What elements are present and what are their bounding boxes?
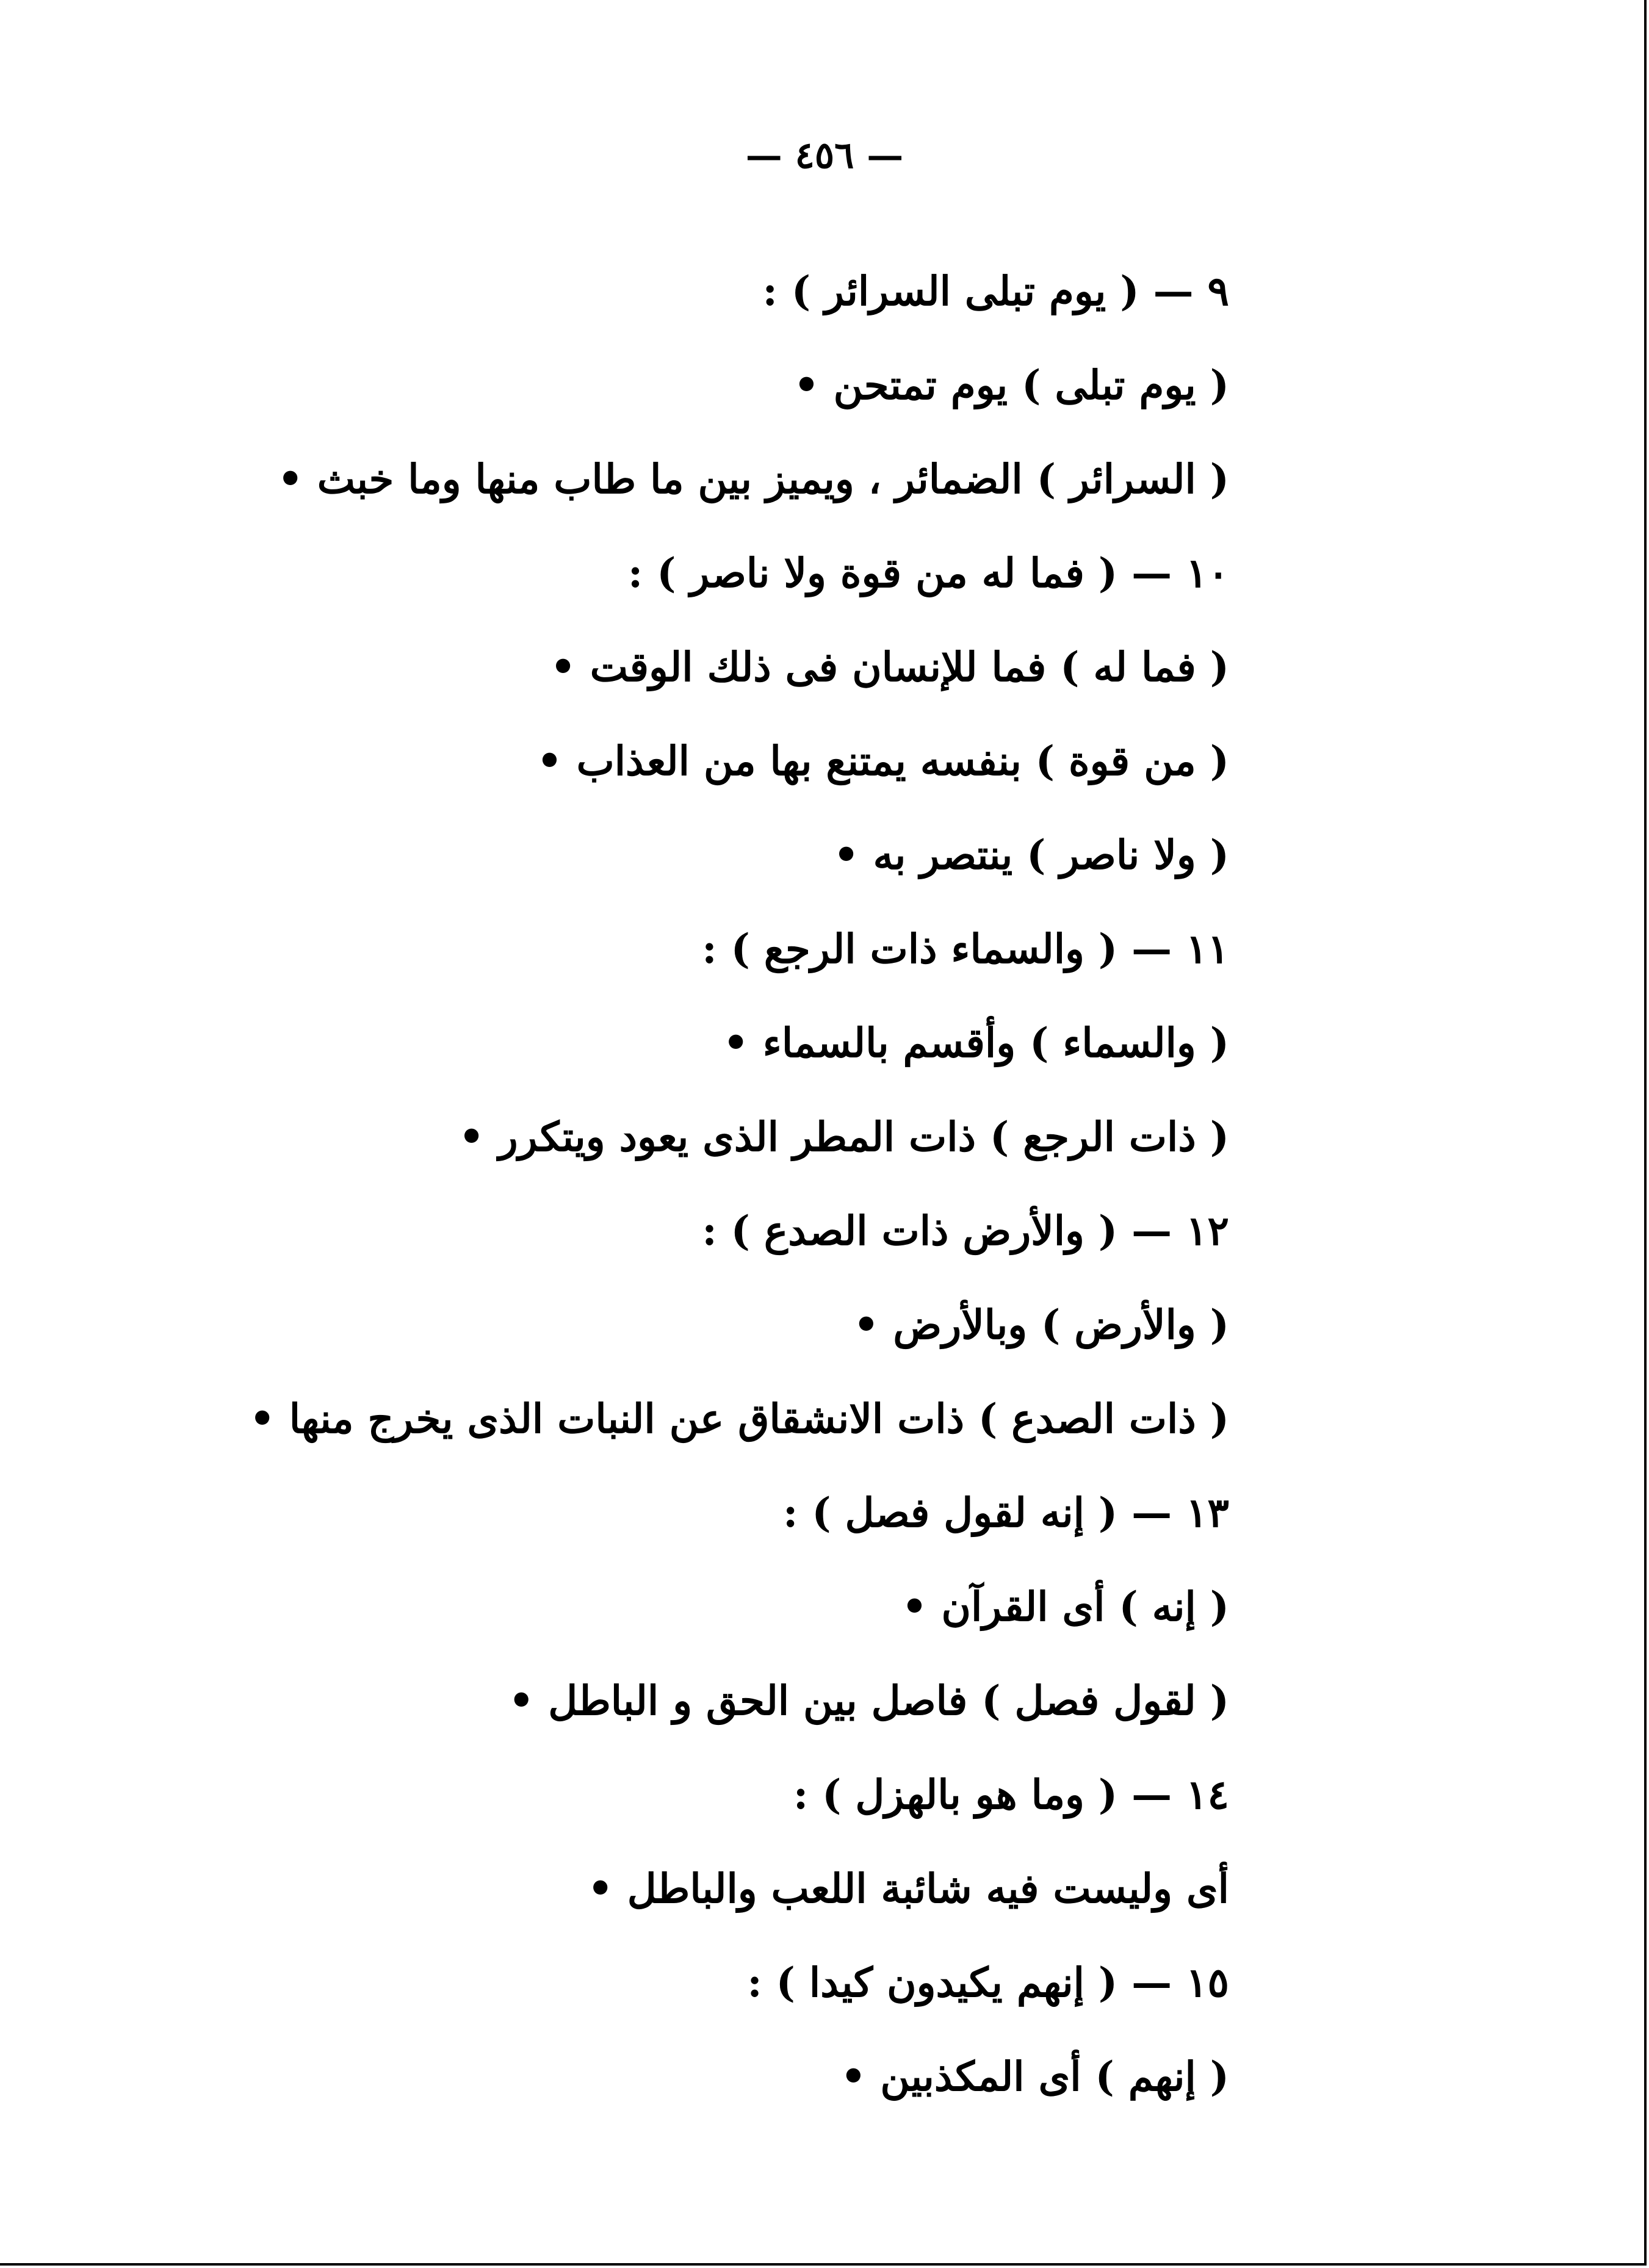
text-line: ( إنه ) أى القرآن • [901,1583,1229,1630]
text-line: ( ولا ناصر ) ينتصر به • [833,831,1229,879]
text-line: ( السرائر ) الضمائر ، ويميز بين ما طاب منها وما خبث • [277,455,1229,503]
text-line: ( إنهم ) أى المكذبين • [840,2053,1229,2100]
verse-heading-12: ١٢ — ( والأرض ذات الصدع ) : [702,1207,1229,1255]
text-line: أى وليست فيه شائبة اللعب والباطل • [587,1865,1229,1912]
verse-heading-13: ١٣ — ( إنه لقول فصل ) : [783,1489,1229,1536]
page-number: — ٤٥٦ — [745,134,904,177]
text-line: ( والأرض ) وبالأرض • [853,1301,1229,1348]
verse-heading-11: ١١ — ( والسماء ذات الرجع ) : [702,925,1229,973]
text-line: ( والسماء ) وأقسم بالسماء • [723,1019,1229,1067]
verse-heading-9: ٩ — ( يوم تبلى السرائر ) : [762,267,1229,315]
verse-heading-10: ١٠ — ( فما له من قوة ولا ناصر ) : [627,549,1229,597]
text-line: ( فما له ) فما للإنسان فى ذلك الوقت • [550,643,1229,691]
text-body [249,244,1229,2123]
text-line: ( ذات الرجع ) ذات المطر الذى يعود ويتكرر • [458,1113,1229,1161]
verse-heading-15: ١٥ — ( إنهم يكيدون كيدا ) : [747,1959,1229,2006]
text-line: ( من قوة ) بنفسه يمتنع بها من العذاب • [536,737,1229,785]
text-line: ( ذات الصدع ) ذات الانشقاق عن النبات الذى يخرج منها • [249,1395,1229,1442]
text-line: ( لقول فصل ) فاصل بين الحق و الباطل • [508,1677,1229,1724]
verse-heading-14: ١٤ — ( وما هو بالهزل ) : [793,1771,1229,1818]
text-line: ( يوم تبلى ) يوم تمتحن • [793,361,1229,409]
